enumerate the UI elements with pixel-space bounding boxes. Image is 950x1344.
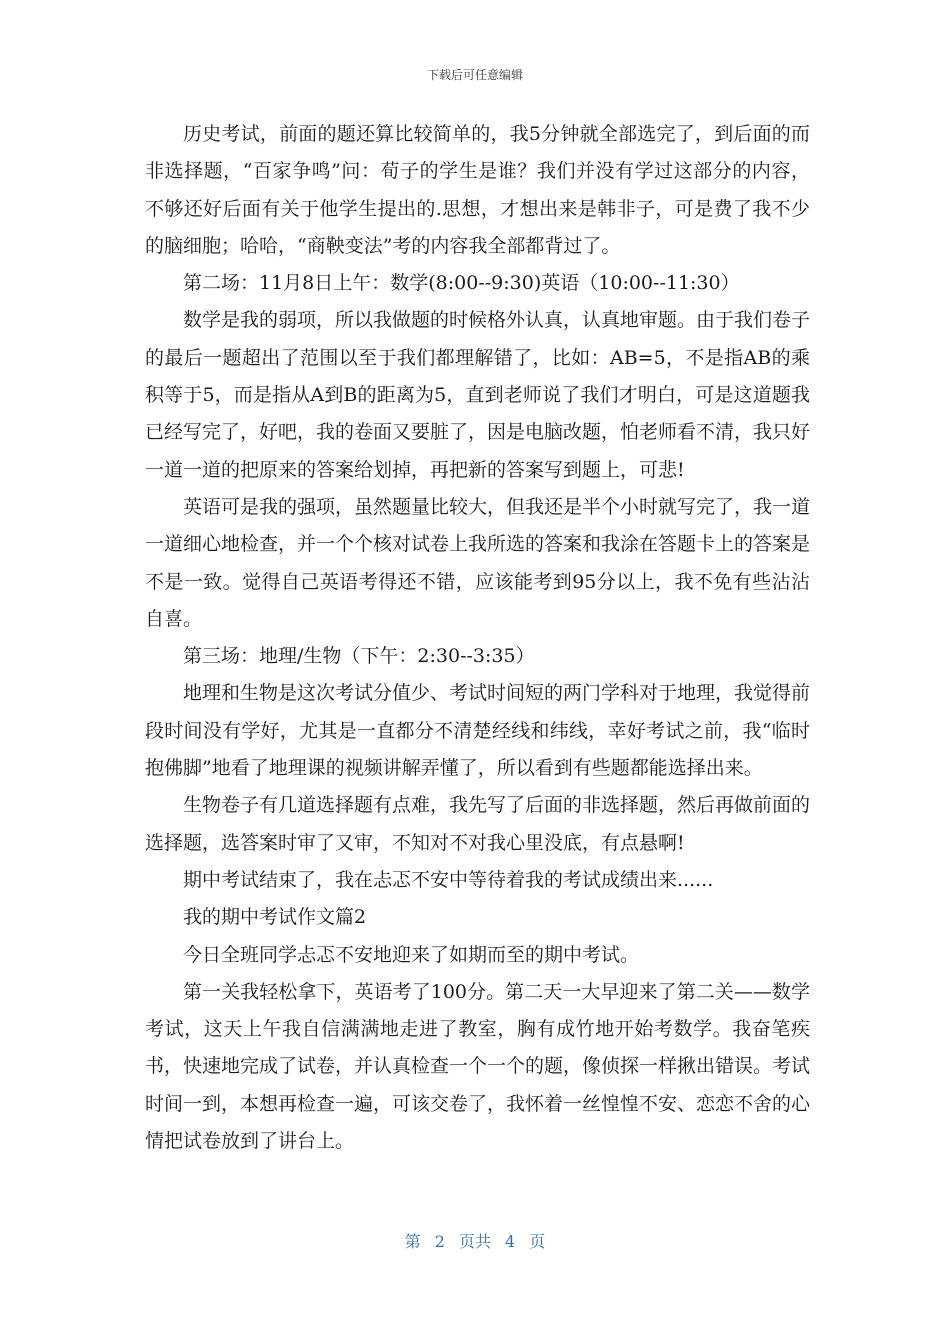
document-body bbox=[145, 116, 810, 1160]
paragraph-essay2-body: 第一关我轻松拿下，英语考了100分。第二天一大早迎来了第二关——数学考试，这天上午我自信满满地走进了教室，胸有成竹地开始考数学。我奋笔疾书，快速地完成了试卷，并认真检查一个一个的题，像侦探一样揪出错误。考试时间一到，本想再检查一遍，可该交卷了，我怀着一丝惶惶不安、恋恋不舍的心情把试卷放到了讲台上。 bbox=[145, 980, 811, 1153]
paragraph-biology-exam: 生物卷子有几道选择题有点难，我先写了后面的非选择题，然后再做前面的选择题，选答案时审了又审，不知对不对我心里没底，有点悬啊! bbox=[145, 794, 811, 854]
paragraph-essay2-intro: 今日全班同学忐忑不安地迎来了如期而至的期中考试。 bbox=[183, 943, 640, 966]
footer-suffix: 页 bbox=[529, 1232, 546, 1251]
footer-middle: 页共 bbox=[458, 1232, 491, 1251]
paragraph-exam-end: 期中考试结束了，我在忐忑不安中等待着我的考试成绩出来...... bbox=[183, 868, 714, 891]
footer-page-number: 2 bbox=[434, 1232, 445, 1251]
paragraph-english-exam: 英语可是我的强项，虽然题量比较大，但我还是半个小时就写完了，我一道一道细心地检查，并一个个核对试卷上我所选的答案和我涂在答题卡上的答案是不是一致。觉得自己英语考得还不错，应该能考到95分以上，我不免有些沾沾自喜。 bbox=[145, 495, 811, 630]
paragraph-history-exam: 历史考试，前面的题还算比较简单的，我5分钟就全部选完了，到后面的而非选择题，“百家争鸣”问：荀子的学生是谁？我们并没有学过这部分的内容，不够还好后面有关于他学生提出的.思想，才想出来是韩非子，可是费了我不少的脑细胞；哈哈，“商鞅变法”考的内容我全部都背过了。 bbox=[145, 123, 810, 257]
essay-title-2: 我的期中考试作文篇2 bbox=[183, 906, 367, 929]
paragraph-third-session-heading: 第三场：地理/生物（下午：2:30--3:35） bbox=[183, 645, 535, 668]
page-header: 下载后可任意编辑 bbox=[426, 68, 523, 82]
footer-total-pages: 4 bbox=[505, 1232, 516, 1251]
footer-prefix: 第 bbox=[404, 1232, 421, 1251]
paragraph-geography-exam: 地理和生物是这次考试分值少、考试时间短的两门学科对于地理，我觉得前段时间没有学好，尤其是一直都分不清楚经线和纬线，幸好考试之前，我“临时抱佛脚”地看了地理课的视频讲解弄懂了，所以看到有些题都能选择出来。 bbox=[145, 682, 811, 780]
paragraph-second-session-heading: 第二场：11月8日上午：数学(8:00--9:30)英语（10:00--11:30） bbox=[183, 272, 740, 295]
paragraph-math-exam: 数学是我的弱项，所以我做题的时候格外认真，认真地审题。由于我们卷子的最后一题超出了范围以至于我们都理解错了，比如：AB=5，不是指AB的乘积等于5，而是指从A到B的距离为5，直到老师说了我们才明白，可是这道题我已经写完了，好吧，我的卷面又要脏了，因是电脑改题，怕老师看不清，我只好一道一道的把原来的答案给划掉，再把新的答案写到题上，可悲! bbox=[145, 309, 811, 481]
page-footer bbox=[0, 1229, 950, 1252]
